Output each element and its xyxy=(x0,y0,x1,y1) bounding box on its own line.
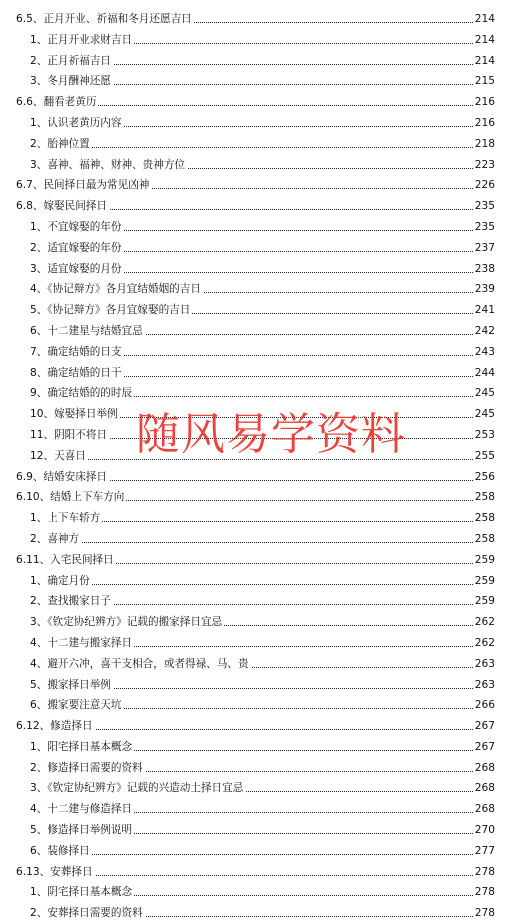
toc-page-number: 237 xyxy=(473,238,495,259)
toc-page-number: 235 xyxy=(473,196,495,217)
toc-entry-title: 6.6、翻看老黄历 xyxy=(16,92,98,113)
toc-subsection-entry xyxy=(0,238,517,259)
toc-subsection-entry xyxy=(0,820,517,841)
toc-subsection-entry xyxy=(0,342,517,363)
dot-leader xyxy=(30,854,493,855)
toc-entry-title: 11、阴阳不将日 xyxy=(30,425,109,446)
toc-subsection-entry xyxy=(0,633,517,654)
toc-page-number: 278 xyxy=(473,862,495,883)
toc-subsection-entry xyxy=(0,217,517,238)
toc-page-number: 258 xyxy=(473,529,495,550)
toc-subsection-entry xyxy=(0,882,517,903)
toc-subsection-entry xyxy=(0,654,517,675)
toc-entry-title: 6.5、正月开业、祈福和冬月还愿吉日 xyxy=(16,9,194,30)
dot-leader xyxy=(30,584,493,585)
toc-entry-title: 1、不宜嫁娶的年份 xyxy=(30,217,124,238)
toc-page-number: 262 xyxy=(473,612,495,633)
toc-entry-title: 1、确定月份 xyxy=(30,571,92,592)
toc-entry-title: 6.11、入宅民间择日 xyxy=(16,550,116,571)
toc-entry-title: 2、正月祈福吉日 xyxy=(30,51,113,72)
toc-page-number: 218 xyxy=(473,134,495,155)
toc-subsection-entry xyxy=(0,508,517,529)
toc-entry-title: 10、嫁娶择日举例 xyxy=(30,404,120,425)
toc-section-entry xyxy=(0,550,517,571)
toc-page-number: 259 xyxy=(473,571,495,592)
toc-page-number: 258 xyxy=(473,508,495,529)
toc-entry-title: 4、十二建与修造择日 xyxy=(30,799,134,820)
toc-entry-title: 2、安葬择日需要的资料 xyxy=(30,903,145,924)
toc-page-number: 268 xyxy=(473,799,495,820)
toc-subsection-entry xyxy=(0,529,517,550)
toc-subsection-entry xyxy=(0,591,517,612)
toc-entry-title: 4、《协记辩方》各月宜结婚姻的吉日 xyxy=(30,279,203,300)
toc-entry-title: 8、确定结婚的日干 xyxy=(30,363,124,384)
toc-entry-title: 6、十二建星与结婚宜忌 xyxy=(30,321,145,342)
toc-page-number: 266 xyxy=(473,695,495,716)
toc-entry-title: 5、《协记辩方》各月宜嫁娶的吉日 xyxy=(30,300,192,321)
toc-subsection-entry xyxy=(0,571,517,592)
toc-entry-title: 3、适宜嫁娶的月份 xyxy=(30,259,124,280)
toc-entry-title: 4、避开六冲，喜干支相合，或者得禄、马、贵 xyxy=(30,654,251,675)
watermark: 随风易学资料 xyxy=(136,409,406,460)
toc-section-entry xyxy=(0,196,517,217)
toc-subsection-entry xyxy=(0,758,517,779)
toc-entry-title: 6.13、安葬择日 xyxy=(16,862,95,883)
toc-page-number: 245 xyxy=(473,404,495,425)
toc-entry-title: 4、十二建与搬家择日 xyxy=(30,633,134,654)
dot-leader xyxy=(30,147,493,148)
toc-entry-title: 6.10、结婚上下车方向 xyxy=(16,487,126,508)
toc-page-number: 235 xyxy=(473,217,495,238)
toc-page-number: 263 xyxy=(473,675,495,696)
toc-entry-title: 9、确定结婚的的时辰 xyxy=(30,383,134,404)
toc-page-number: 263 xyxy=(473,654,495,675)
toc-page-number: 226 xyxy=(473,175,495,196)
toc-subsection-entry xyxy=(0,134,517,155)
toc-entry-title: 2、喜神方 xyxy=(30,529,81,550)
toc-page-number: 245 xyxy=(473,383,495,404)
toc-page-number: 258 xyxy=(473,487,495,508)
toc-entry-title: 1、阳宅择日基本概念 xyxy=(30,737,134,758)
toc-subsection-entry xyxy=(0,300,517,321)
toc-subsection-entry xyxy=(0,51,517,72)
toc-section-entry xyxy=(0,716,517,737)
toc-page-number: 214 xyxy=(473,30,495,51)
toc-entry-title: 1、上下车轿方 xyxy=(30,508,102,529)
toc-page-number: 270 xyxy=(473,820,495,841)
toc-page-number: 277 xyxy=(473,841,495,862)
toc-entry-title: 2、查找搬家日子 xyxy=(30,591,113,612)
toc-page-number: 216 xyxy=(473,113,495,134)
toc-page-number: 214 xyxy=(473,51,495,72)
toc-entry-title: 6、搬家要注意天坑 xyxy=(30,695,124,716)
toc-subsection-entry xyxy=(0,695,517,716)
toc-page-number: 268 xyxy=(473,758,495,779)
toc-page-number: 267 xyxy=(473,716,495,737)
toc-subsection-entry xyxy=(0,30,517,51)
toc-entry-title: 6.7、民间择日最为常见凶神 xyxy=(16,175,151,196)
toc-entry-title: 1、认识老黄历内容 xyxy=(30,113,124,134)
toc-entry-title: 6.8、嫁娶民间择日 xyxy=(16,196,109,217)
toc-page-number: 259 xyxy=(473,591,495,612)
toc-subsection-entry xyxy=(0,71,517,92)
toc-entry-title: 2、适宜嫁娶的年份 xyxy=(30,238,124,259)
toc-entry-title: 6.9、结婚安床择日 xyxy=(16,467,109,488)
toc-section-entry xyxy=(0,862,517,883)
toc-page-number: 244 xyxy=(473,363,495,384)
toc-page-number: 239 xyxy=(473,279,495,300)
toc-subsection-entry xyxy=(0,321,517,342)
toc-page-number: 216 xyxy=(473,92,495,113)
toc-section-entry xyxy=(0,92,517,113)
toc-page-number: 241 xyxy=(473,300,495,321)
toc-subsection-entry xyxy=(0,612,517,633)
toc-entry-title: 3、喜神、福神、财神、贵神方位 xyxy=(30,155,187,176)
table-of-contents xyxy=(0,9,517,924)
toc-entry-title: 1、正月开业求财吉日 xyxy=(30,30,134,51)
toc-section-entry xyxy=(0,487,517,508)
toc-subsection-entry xyxy=(0,903,517,924)
toc-entry-title: 1、阴宅择日基本概念 xyxy=(30,882,134,903)
toc-page-number: 215 xyxy=(473,71,495,92)
toc-subsection-entry xyxy=(0,799,517,820)
toc-page-number: 253 xyxy=(473,425,495,446)
toc-section-entry xyxy=(0,175,517,196)
toc-entry-title: 5、修造择日举例说明 xyxy=(30,820,134,841)
toc-subsection-entry xyxy=(0,279,517,300)
toc-entry-title: 12、天喜日 xyxy=(30,446,88,467)
toc-page-number: 256 xyxy=(473,467,495,488)
toc-subsection-entry xyxy=(0,113,517,134)
toc-entry-title: 6.12、修造择日 xyxy=(16,716,95,737)
toc-page-number: 278 xyxy=(473,882,495,903)
toc-entry-title: 2、修造择日需要的资料 xyxy=(30,758,145,779)
toc-entry-title: 2、胎神位置 xyxy=(30,134,92,155)
toc-page-number: 268 xyxy=(473,778,495,799)
toc-page-number: 267 xyxy=(473,737,495,758)
toc-page-number: 278 xyxy=(473,903,495,924)
toc-subsection-entry xyxy=(0,675,517,696)
toc-entry-title: 3、《钦定协纪辨方》记载的兴造动土择日宜忌 xyxy=(30,778,245,799)
toc-subsection-entry xyxy=(0,778,517,799)
toc-subsection-entry xyxy=(0,259,517,280)
toc-subsection-entry xyxy=(0,363,517,384)
toc-subsection-entry xyxy=(0,737,517,758)
toc-entry-title: 3、《钦定协纪辨方》记载的搬家择日宜忌 xyxy=(30,612,224,633)
toc-section-entry xyxy=(0,9,517,30)
toc-page-number: 242 xyxy=(473,321,495,342)
toc-section-entry xyxy=(0,467,517,488)
toc-page-number: 262 xyxy=(473,633,495,654)
toc-page-number: 238 xyxy=(473,259,495,280)
toc-page-number: 223 xyxy=(473,155,495,176)
toc-entry-title: 7、确定结婚的日支 xyxy=(30,342,124,363)
toc-entry-title: 6、装修择日 xyxy=(30,841,92,862)
toc-entry-title: 5、搬家择日举例 xyxy=(30,675,113,696)
toc-page-number: 214 xyxy=(473,9,495,30)
toc-subsection-entry xyxy=(0,841,517,862)
toc-subsection-entry xyxy=(0,155,517,176)
toc-page-number: 243 xyxy=(473,342,495,363)
toc-page-number: 255 xyxy=(473,446,495,467)
toc-page-number: 259 xyxy=(473,550,495,571)
dot-leader xyxy=(30,542,493,543)
toc-entry-title: 3、冬月酬神还愿 xyxy=(30,71,113,92)
